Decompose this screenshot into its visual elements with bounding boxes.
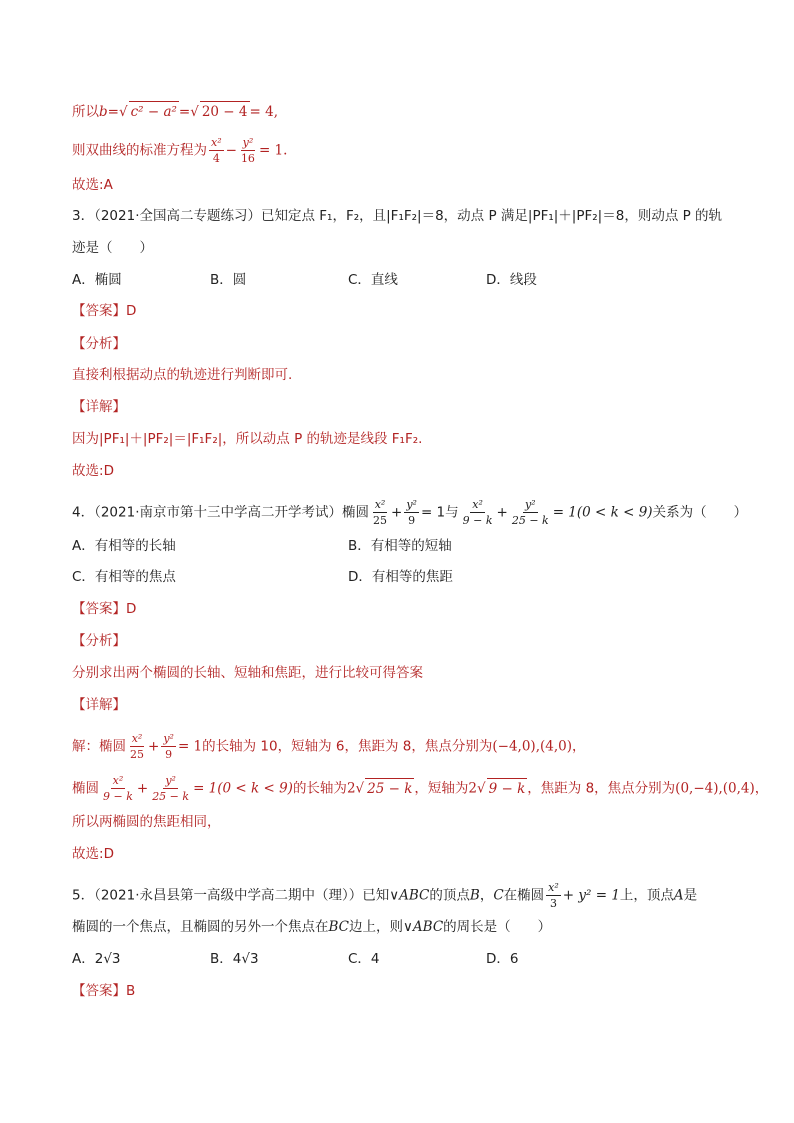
plus: + — [136, 780, 149, 797]
denominator: 16 — [240, 152, 255, 165]
plus: + — [148, 738, 160, 755]
answer-label: 【答案】 — [72, 983, 126, 999]
fraction — [101, 774, 135, 803]
text: 所以 — [72, 104, 99, 120]
fraction — [128, 732, 146, 761]
text: 是 — [683, 887, 698, 904]
numerator: x² — [211, 136, 222, 149]
condition: = 1(0 < k < 9) — [193, 780, 293, 797]
text: 边上，则 — [349, 919, 404, 935]
eq: = — [178, 104, 191, 120]
choice-label: 故选: — [72, 463, 104, 479]
condition: = 1(0 < k < 9) — [552, 504, 653, 521]
numerator: y² — [165, 774, 176, 787]
fraction — [371, 498, 389, 527]
eq: = — [107, 104, 119, 120]
q3-option-c: C．直线 — [348, 272, 398, 288]
triangle: ∨ABC — [389, 887, 430, 904]
q3-stem-line1: 3．（2021·全国高二专题练习）已知定点 F₁，F₂，且|F₁F₂|＝8，动点 P 满足|PF₁|＋|PF₂|＝8，则动点 P 的轨 — [72, 208, 723, 224]
text: ， — [754, 780, 769, 797]
q3-choice — [72, 461, 114, 481]
q3-option-b: B．圆 — [210, 272, 247, 288]
q3-detail-text: 因为|PF₁|＋|PF₂|＝|F₁F₂|，所以动点 P 的轨迹是线段 F₁F₂. — [72, 431, 423, 447]
answer-value: B — [126, 983, 136, 999]
text: 椭圆的一个焦点，且椭圆的另外一个焦点在 — [72, 919, 329, 935]
fraction — [209, 136, 224, 165]
q3-stem-line2: 迹是（ ） — [72, 240, 153, 256]
q3-answer — [72, 301, 136, 321]
text: 关系为（ ） — [652, 504, 748, 521]
q4-option-c: C．有相等的焦点 — [72, 569, 176, 585]
sqrt-icon: √ — [118, 104, 128, 120]
denominator: 9 — [408, 514, 416, 527]
vertex: A — [673, 887, 684, 904]
numerator: y² — [406, 498, 417, 511]
q4-detail-label: 【详解】 — [72, 697, 126, 713]
eq-result: = 4, — [249, 104, 278, 120]
fraction — [510, 498, 551, 527]
vertex: B — [469, 887, 480, 904]
q3-analysis-label: 【分析】 — [72, 336, 126, 352]
denominator: 25 — [373, 514, 387, 527]
text: ，焦距为 8，焦点分别为 — [527, 780, 676, 797]
q5-option-a: A．2√3 — [72, 951, 121, 967]
q4-detail-line1 — [72, 732, 585, 761]
numerator: x² — [472, 498, 483, 511]
choice-label: 故选: — [72, 177, 104, 193]
text: 的顶点 — [429, 887, 470, 904]
sqrt-radicand: 9 − k — [487, 778, 528, 799]
text: ，短轴为 — [414, 780, 469, 797]
eq: = 1 — [177, 738, 203, 755]
text: 的周长是（ ） — [443, 919, 552, 935]
q2-choice — [72, 175, 113, 195]
vertex: C — [493, 887, 504, 904]
eq-result: = 1. — [258, 142, 288, 159]
q5-option-d: D．6 — [486, 951, 519, 967]
triangle: ∨ABC — [403, 919, 444, 935]
text: 5．（2021·永昌县第一高级中学高二期中（理））已知 — [72, 887, 390, 904]
text: 4．（2021·南京市第十三中学高二开学考试）椭圆 — [72, 504, 369, 521]
q3-option-a: A．椭圆 — [72, 272, 122, 288]
math-b: b — [99, 104, 108, 120]
text: 的长轴为 — [292, 780, 347, 797]
denominator: 3 — [549, 897, 557, 910]
text: 上，顶点 — [619, 887, 674, 904]
fraction — [161, 732, 176, 761]
numerator: x² — [548, 881, 559, 894]
fraction — [546, 881, 561, 910]
coef: 2 — [468, 780, 477, 797]
answer-label: 【答案】 — [72, 601, 126, 617]
q2-equation-line — [72, 136, 287, 165]
q5-stem-line1 — [72, 881, 697, 910]
q4-option-d: D．有相等的焦距 — [348, 569, 453, 585]
q4-stem — [72, 498, 747, 527]
text: ， — [479, 887, 494, 904]
text: 在椭圆 — [503, 887, 545, 904]
q4-analysis-label: 【分析】 — [72, 633, 126, 649]
fraction — [461, 498, 495, 527]
sqrt-icon: √ — [355, 780, 365, 797]
answer-value: D — [126, 303, 137, 319]
choice-value: D — [103, 463, 114, 479]
choice-label: 故选: — [72, 846, 104, 862]
numerator: x² — [131, 732, 143, 745]
choice-value: A — [103, 177, 113, 193]
denominator: 25 — [130, 748, 144, 761]
choice-value: D — [103, 846, 114, 862]
answer-value: D — [126, 601, 137, 617]
denominator: 9 − k — [103, 790, 133, 803]
q5-answer — [72, 981, 135, 1001]
numerator: x² — [374, 498, 386, 511]
q5-option-b: B．4√3 — [210, 951, 259, 967]
answer-label: 【答案】 — [72, 303, 126, 319]
q4-detail-line2 — [72, 774, 768, 803]
coef: 2 — [346, 780, 356, 797]
text: 解：椭圆 — [72, 738, 126, 755]
fraction — [150, 774, 191, 803]
numerator: y² — [242, 136, 254, 149]
q4-option-b: B．有相等的短轴 — [348, 538, 452, 554]
denominator: 25 − k — [152, 790, 190, 803]
q3-analysis-text: 直接利根据动点的轨迹进行判断即可. — [72, 367, 293, 383]
q4-option-a: A．有相等的长轴 — [72, 538, 176, 554]
q5-stem-line2 — [72, 917, 551, 937]
sqrt-radicand: 25 − k — [365, 778, 414, 799]
text: 的长轴为 10，短轴为 6，焦距为 8，焦点分别为 — [202, 738, 493, 755]
side: BC — [328, 919, 350, 935]
q3-detail-label: 【详解】 — [72, 399, 126, 415]
q4-answer — [72, 599, 136, 619]
text: 则双曲线的标准方程为 — [72, 142, 207, 159]
denominator: 9 − k — [462, 514, 493, 527]
fraction — [239, 136, 257, 165]
q2-b-line — [72, 101, 278, 122]
numerator: y² — [163, 732, 174, 745]
text: = 1与 — [420, 504, 459, 521]
q4-analysis-text: 分别求出两个椭圆的长轴、短轴和焦距，进行比较可得答案 — [72, 665, 423, 681]
sqrt-radicand: 20 − 4 — [200, 101, 250, 122]
minus: − — [225, 142, 237, 159]
equation: + y² = 1 — [562, 887, 620, 904]
q4-detail-line3: 所以两椭圆的焦距相同， — [72, 814, 221, 830]
text: ， — [571, 738, 586, 755]
points: (0,−4),(0,4) — [675, 780, 755, 797]
sqrt-icon: √ — [190, 104, 199, 120]
points: (−4,0),(4,0) — [492, 738, 572, 755]
q4-choice — [72, 844, 114, 864]
denominator: 25 − k — [511, 514, 549, 527]
q5-option-c: C．4 — [348, 951, 380, 967]
sqrt-icon: √ — [477, 780, 486, 797]
plus: + — [391, 504, 403, 521]
fraction — [404, 498, 419, 527]
numerator: x² — [112, 774, 124, 787]
plus: + — [496, 504, 508, 521]
q3-option-d: D．线段 — [486, 272, 537, 288]
denominator: 9 — [165, 748, 173, 761]
sqrt-radicand: c² − a² — [129, 101, 179, 122]
numerator: y² — [524, 498, 536, 511]
text: 椭圆 — [72, 780, 99, 797]
denominator: 4 — [212, 152, 220, 165]
